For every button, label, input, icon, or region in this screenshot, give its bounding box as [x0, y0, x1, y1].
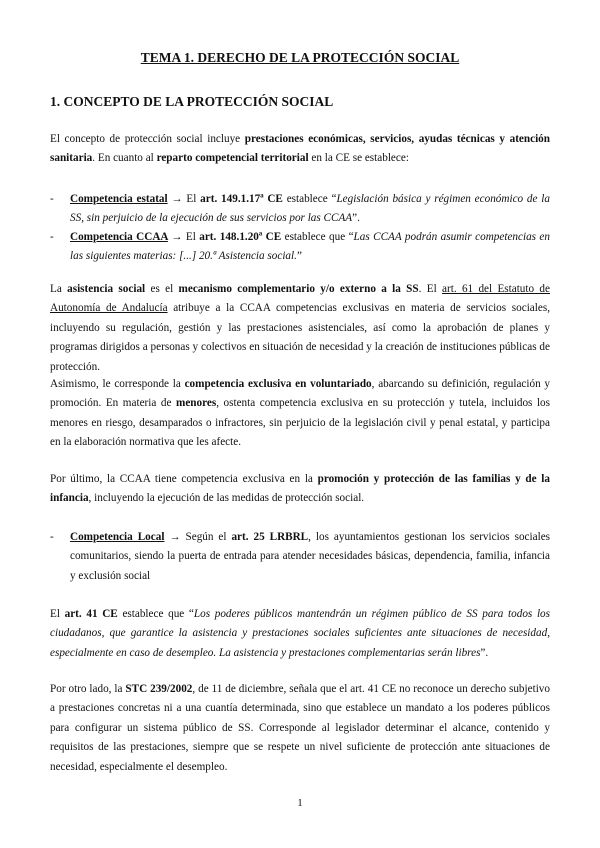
text-run: Por otro lado, la [50, 683, 126, 695]
text-run: , ostenta competencia exclusiva en su protección y tutela, incluidos los menores en riesgo, desamparados o infractores, sin perjuicio de la legislación civil y penal estatal, y participa en la elaboración normativa que les afecte. [50, 397, 550, 449]
bold-run: art. 25 LRBRL [231, 531, 309, 543]
familias-paragraph [50, 470, 550, 509]
text-run: , los ayuntamientos gestionan los servicios sociales comunitarios, siendo la puerta de entrada para atender necesidades básicas, dependencia, familia, infancia y exclusión social [70, 531, 551, 582]
text-run: , abarcando su definición, regulación y promoción. En materia de [50, 378, 550, 410]
bold-run: menores [176, 397, 217, 410]
list-item-competencia-estatal [50, 190, 550, 229]
text-run: El concepto de protección social incluye [50, 133, 245, 145]
list-dash: - [50, 193, 54, 205]
bold-run: asistencia social [67, 283, 146, 295]
stc-paragraph [50, 680, 550, 777]
arrow-icon: → [167, 193, 187, 205]
text-run: ”. [352, 212, 360, 225]
asistencia-social-paragraph [50, 280, 550, 377]
text-run: El [185, 231, 200, 243]
bold-run: STC 239/2002 [125, 683, 193, 695]
bold-run: mecanismo complementario y/o externo a la SS [178, 283, 419, 295]
bold-run: reparto competencial territorial [156, 152, 309, 165]
page-number: 1 [297, 797, 303, 809]
bold-run: art. 148.1.20ª CE [199, 231, 282, 243]
section-heading: 1. CONCEPTO DE LA PROTECCIÓN SOCIAL [50, 94, 334, 109]
list-dash: - [50, 231, 54, 243]
text-run: es el [145, 283, 179, 295]
text-run: atribuye a la CCAA competencias exclusivas en materia de servicios sociales, incluyendo su regulación, gestión y las prestaciones asistenciales, así como la aprobación de planes y programas dirigidos a personas y colectivos en situación de necesidad y la creación de instituciones públicas de protección. [50, 302, 550, 373]
list-item-competencia-local [50, 528, 550, 586]
bold-run: prestaciones económicas, servicios, ayudas técnicas y atención sanitaria [50, 133, 550, 165]
text-run: . El [418, 283, 443, 295]
text-run: La [50, 283, 68, 295]
bold-run: art. 149.1.17ª CE [200, 193, 283, 205]
list-item-label: Competencia Local [70, 531, 165, 543]
italic-quote: Las CCAA podrán asumir competencias en las siguientes materias: [...] 20.ª Asistencia social. [70, 231, 550, 263]
bold-run: art. 41 CE [64, 608, 118, 620]
text-run: Asimismo, le corresponde la [50, 378, 185, 390]
text-run: Por último, la CCAA tiene competencia exclusiva en la [50, 473, 318, 485]
voluntariado-paragraph [50, 375, 550, 453]
text-run: El [50, 608, 65, 620]
document-title: TEMA 1. DERECHO DE LA PROTECCIÓN SOCIAL [140, 50, 460, 65]
text-run: El [186, 193, 201, 205]
underlined-reference: art. 61 del Estatuto de Autonomía de Andalucía [50, 283, 550, 315]
arrow-icon: → [167, 231, 186, 243]
arrow-icon: → [164, 531, 186, 543]
list-dash: - [50, 531, 54, 543]
text-run: , incluyendo la ejecución de las medidas de protección social. [88, 492, 365, 505]
italic-quote: Legislación básica y régimen económico de la SS, sin perjuicio de la ejecución de sus servicios por las CCAA [70, 193, 550, 225]
intro-paragraph [50, 130, 550, 169]
text-run: ” [296, 250, 302, 263]
list-item-label: Competencia CCAA [70, 231, 168, 243]
list-item-competencia-ccaa [50, 228, 550, 267]
italic-quote: Los poderes públicos mantendrán un régimen público de SS para todos los ciudadanos, que garantice la asistencia y prestaciones sociales suficientes ante situaciones de necesidad, especialmente en caso de desempleo. La asistencia y prestaciones complementarias serán libres [50, 608, 550, 659]
art-41-paragraph [50, 605, 550, 663]
text-run: en la CE se establece: [308, 152, 409, 165]
text-run: establece que “ [117, 608, 194, 620]
text-run: establece “ [282, 193, 337, 205]
list-item-label: Competencia estatal [70, 193, 168, 205]
text-run: , de 11 de diciembre, señala que el art. 41 CE no reconoce un derecho subjetivo a prestaciones concretas ni a una cuantía determinada, sino que establece un mandato a los poderes públicos para configurar un sistema público de SS. Corresponde al legislador determinar el alcance, contenido y requisitos de las prestaciones, siempre que se respete un nivel suficiente de protección ante situaciones de necesidad, especialmente el desempleo. [50, 683, 550, 773]
bold-run: competencia exclusiva en voluntariado [184, 378, 372, 390]
text-run: establece que “ [281, 231, 354, 243]
bold-run: promoción y protección de las familias y de la infancia [50, 473, 550, 505]
text-run: Según el [185, 531, 232, 543]
text-run: ”. [480, 646, 489, 659]
text-run: . En cuanto al [92, 152, 157, 165]
